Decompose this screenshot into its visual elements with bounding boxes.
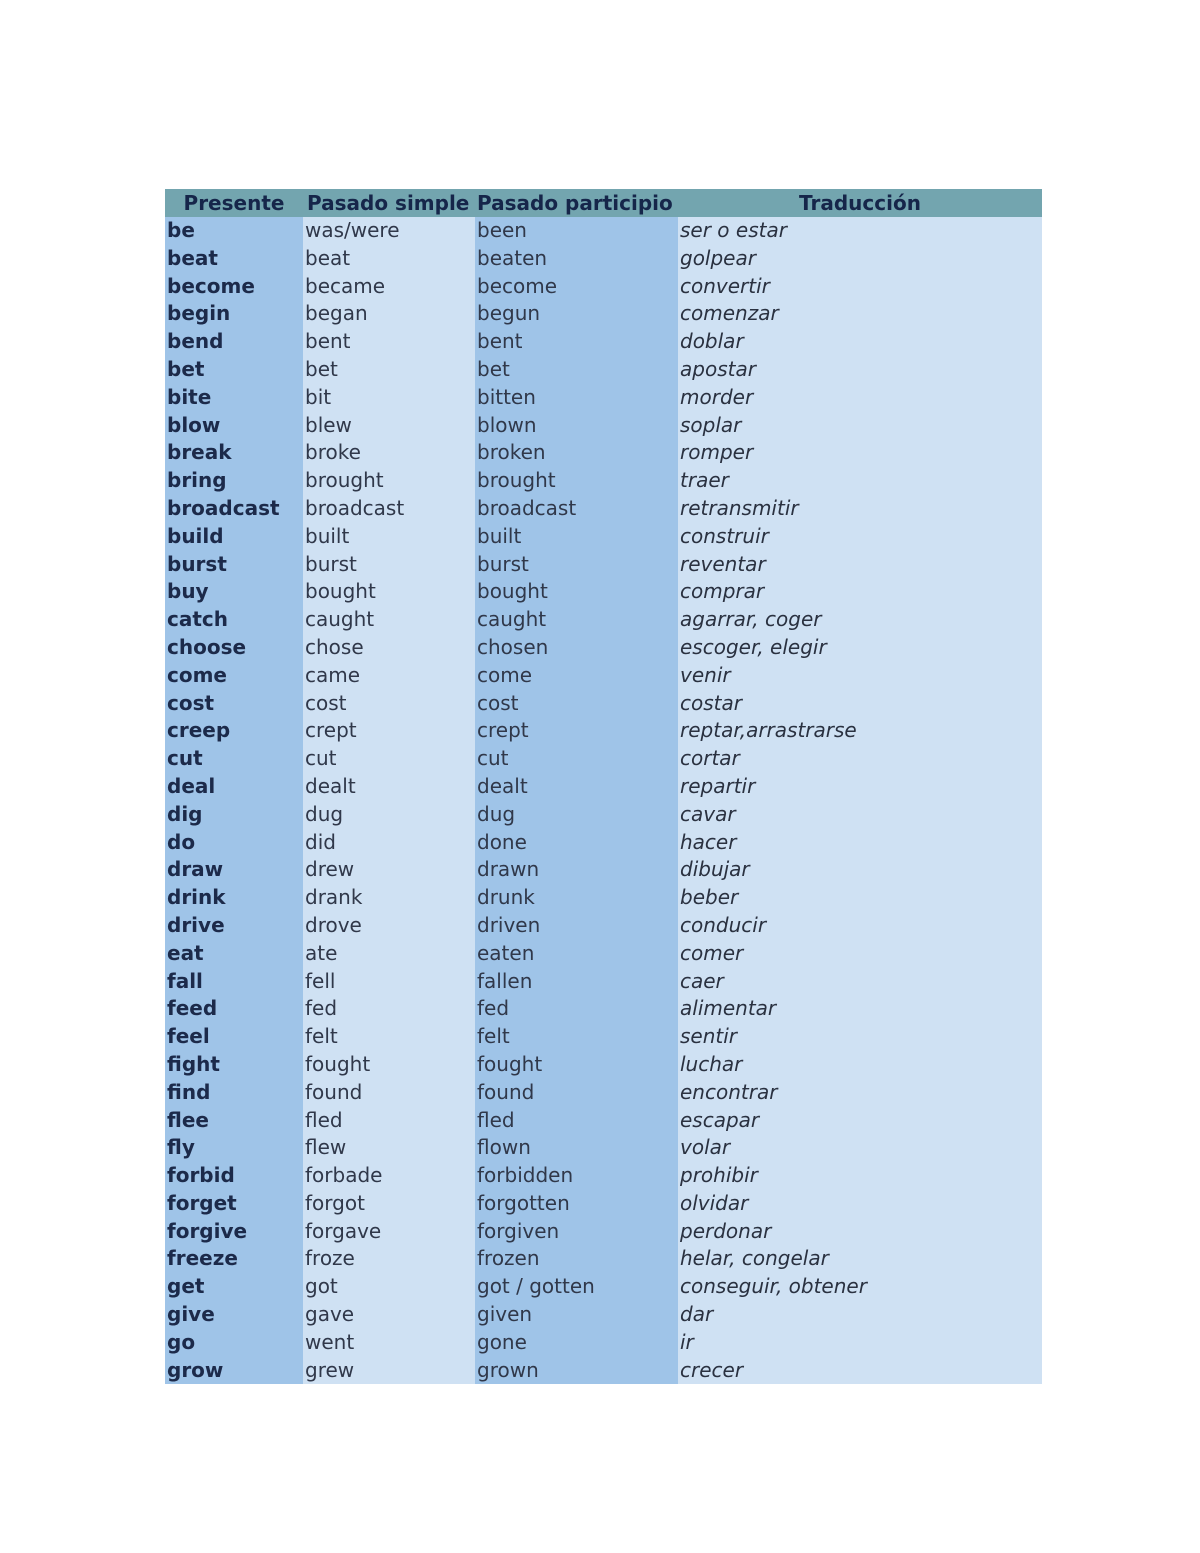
header-pasado-participio: Pasado participio <box>475 189 678 217</box>
cell-pasado-simple: found <box>303 1079 475 1107</box>
cell-traduccion: comprar <box>678 578 1042 606</box>
cell-pasado-participio: bought <box>475 578 678 606</box>
table-row <box>165 356 1042 384</box>
cell-pasado-simple: caught <box>303 606 475 634</box>
cell-pasado-participio: become <box>475 273 678 301</box>
table-body <box>165 217 1042 1384</box>
cell-presente: get <box>165 1273 303 1301</box>
cell-pasado-simple: froze <box>303 1245 475 1273</box>
table-row <box>165 273 1042 301</box>
cell-pasado-participio: grown <box>475 1357 678 1385</box>
cell-traduccion: comer <box>678 940 1042 968</box>
cell-presente: drive <box>165 912 303 940</box>
cell-pasado-participio: fed <box>475 995 678 1023</box>
cell-presente: fall <box>165 968 303 996</box>
cell-pasado-participio: drawn <box>475 856 678 884</box>
cell-traduccion: crecer <box>678 1357 1042 1385</box>
cell-pasado-participio: drunk <box>475 884 678 912</box>
table-row <box>165 968 1042 996</box>
table-row <box>165 829 1042 857</box>
cell-traduccion: golpear <box>678 245 1042 273</box>
cell-pasado-participio: cut <box>475 745 678 773</box>
cell-presente: grow <box>165 1357 303 1385</box>
cell-pasado-simple: ate <box>303 940 475 968</box>
cell-presente: be <box>165 217 303 245</box>
cell-pasado-participio: fallen <box>475 968 678 996</box>
cell-traduccion: convertir <box>678 273 1042 301</box>
cell-pasado-simple: cost <box>303 690 475 718</box>
cell-pasado-participio: chosen <box>475 634 678 662</box>
cell-traduccion: reventar <box>678 551 1042 579</box>
irregular-verbs-sheet <box>165 189 1042 1384</box>
cell-pasado-participio: frozen <box>475 1245 678 1273</box>
table-row <box>165 523 1042 551</box>
table-row <box>165 940 1042 968</box>
table-row <box>165 912 1042 940</box>
cell-pasado-simple: fled <box>303 1107 475 1135</box>
table-row <box>165 495 1042 523</box>
cell-presente: buy <box>165 578 303 606</box>
table-row <box>165 773 1042 801</box>
cell-pasado-simple: bet <box>303 356 475 384</box>
cell-pasado-participio: been <box>475 217 678 245</box>
cell-presente: begin <box>165 300 303 328</box>
table-row <box>165 245 1042 273</box>
table-row <box>165 1357 1042 1385</box>
cell-pasado-simple: fought <box>303 1051 475 1079</box>
cell-pasado-participio: blown <box>475 412 678 440</box>
table-row <box>165 662 1042 690</box>
cell-pasado-participio: broken <box>475 439 678 467</box>
cell-presente: feel <box>165 1023 303 1051</box>
cell-pasado-simple: dealt <box>303 773 475 801</box>
cell-presente: bend <box>165 328 303 356</box>
table-row <box>165 1273 1042 1301</box>
cell-presente: bring <box>165 467 303 495</box>
cell-pasado-participio: dug <box>475 801 678 829</box>
cell-pasado-simple: fell <box>303 968 475 996</box>
cell-pasado-simple: felt <box>303 1023 475 1051</box>
cell-pasado-participio: begun <box>475 300 678 328</box>
table-row <box>165 717 1042 745</box>
cell-pasado-participio: beaten <box>475 245 678 273</box>
cell-presente: burst <box>165 551 303 579</box>
cell-pasado-participio: gone <box>475 1329 678 1357</box>
cell-pasado-simple: brought <box>303 467 475 495</box>
cell-pasado-simple: broke <box>303 439 475 467</box>
table-row <box>165 384 1042 412</box>
cell-traduccion: beber <box>678 884 1042 912</box>
cell-presente: fight <box>165 1051 303 1079</box>
cell-presente: broadcast <box>165 495 303 523</box>
cell-presente: drink <box>165 884 303 912</box>
cell-pasado-participio: found <box>475 1079 678 1107</box>
table-row <box>165 856 1042 884</box>
cell-pasado-participio: brought <box>475 467 678 495</box>
cell-presente: eat <box>165 940 303 968</box>
cell-traduccion: soplar <box>678 412 1042 440</box>
cell-traduccion: ir <box>678 1329 1042 1357</box>
cell-traduccion: traer <box>678 467 1042 495</box>
cell-traduccion: hacer <box>678 829 1042 857</box>
cell-pasado-simple: went <box>303 1329 475 1357</box>
cell-pasado-simple: did <box>303 829 475 857</box>
cell-traduccion: caer <box>678 968 1042 996</box>
cell-pasado-participio: forgiven <box>475 1218 678 1246</box>
table-row <box>165 1162 1042 1190</box>
cell-pasado-participio: bet <box>475 356 678 384</box>
cell-presente: draw <box>165 856 303 884</box>
cell-pasado-participio: done <box>475 829 678 857</box>
cell-pasado-participio: come <box>475 662 678 690</box>
table-row <box>165 1051 1042 1079</box>
cell-traduccion: volar <box>678 1134 1042 1162</box>
table-row <box>165 745 1042 773</box>
cell-pasado-participio: flown <box>475 1134 678 1162</box>
cell-pasado-simple: began <box>303 300 475 328</box>
cell-presente: build <box>165 523 303 551</box>
header-pasado-simple: Pasado simple <box>303 189 475 217</box>
cell-presente: forbid <box>165 1162 303 1190</box>
table-row <box>165 634 1042 662</box>
cell-pasado-simple: forbade <box>303 1162 475 1190</box>
cell-pasado-participio: felt <box>475 1023 678 1051</box>
table-row <box>165 606 1042 634</box>
table-row <box>165 995 1042 1023</box>
cell-presente: feed <box>165 995 303 1023</box>
cell-pasado-simple: became <box>303 273 475 301</box>
cell-pasado-participio: got / gotten <box>475 1273 678 1301</box>
table-row <box>165 1245 1042 1273</box>
cell-traduccion: dar <box>678 1301 1042 1329</box>
cell-traduccion: venir <box>678 662 1042 690</box>
cell-pasado-simple: got <box>303 1273 475 1301</box>
cell-traduccion: conseguir, obtener <box>678 1273 1042 1301</box>
table-row <box>165 217 1042 245</box>
cell-pasado-simple: forgot <box>303 1190 475 1218</box>
table-row <box>165 801 1042 829</box>
cell-traduccion: romper <box>678 439 1042 467</box>
cell-pasado-simple: flew <box>303 1134 475 1162</box>
cell-traduccion: alimentar <box>678 995 1042 1023</box>
irregular-verbs-table <box>165 189 1042 1384</box>
cell-traduccion: agarrar, coger <box>678 606 1042 634</box>
cell-pasado-participio: driven <box>475 912 678 940</box>
table-row <box>165 884 1042 912</box>
cell-traduccion: retransmitir <box>678 495 1042 523</box>
cell-presente: give <box>165 1301 303 1329</box>
table-row <box>165 1301 1042 1329</box>
cell-traduccion: comenzar <box>678 300 1042 328</box>
cell-pasado-participio: burst <box>475 551 678 579</box>
table-row <box>165 1218 1042 1246</box>
cell-presente: come <box>165 662 303 690</box>
cell-pasado-simple: crept <box>303 717 475 745</box>
cell-traduccion: olvidar <box>678 1190 1042 1218</box>
cell-traduccion: sentir <box>678 1023 1042 1051</box>
cell-pasado-simple: drove <box>303 912 475 940</box>
cell-traduccion: conducir <box>678 912 1042 940</box>
cell-pasado-participio: bent <box>475 328 678 356</box>
cell-presente: bet <box>165 356 303 384</box>
cell-pasado-simple: chose <box>303 634 475 662</box>
cell-pasado-participio: eaten <box>475 940 678 968</box>
table-row <box>165 1329 1042 1357</box>
cell-traduccion: ser o estar <box>678 217 1042 245</box>
cell-pasado-simple: bent <box>303 328 475 356</box>
cell-traduccion: perdonar <box>678 1218 1042 1246</box>
cell-traduccion: construir <box>678 523 1042 551</box>
cell-pasado-simple: broadcast <box>303 495 475 523</box>
cell-pasado-simple: bit <box>303 384 475 412</box>
cell-pasado-participio: given <box>475 1301 678 1329</box>
cell-presente: forget <box>165 1190 303 1218</box>
cell-presente: deal <box>165 773 303 801</box>
table-row <box>165 690 1042 718</box>
cell-pasado-participio: broadcast <box>475 495 678 523</box>
cell-pasado-simple: drank <box>303 884 475 912</box>
cell-presente: beat <box>165 245 303 273</box>
table-row <box>165 328 1042 356</box>
cell-presente: choose <box>165 634 303 662</box>
cell-presente: fly <box>165 1134 303 1162</box>
header-presente: Presente <box>165 189 303 217</box>
cell-presente: break <box>165 439 303 467</box>
cell-traduccion: escapar <box>678 1107 1042 1135</box>
cell-presente: catch <box>165 606 303 634</box>
table-row <box>165 1190 1042 1218</box>
cell-pasado-participio: forbidden <box>475 1162 678 1190</box>
cell-traduccion: escoger, elegir <box>678 634 1042 662</box>
cell-traduccion: helar, congelar <box>678 1245 1042 1273</box>
table-row <box>165 1107 1042 1135</box>
cell-presente: do <box>165 829 303 857</box>
cell-presente: creep <box>165 717 303 745</box>
cell-traduccion: morder <box>678 384 1042 412</box>
cell-pasado-simple: bought <box>303 578 475 606</box>
cell-pasado-simple: burst <box>303 551 475 579</box>
cell-pasado-simple: was/were <box>303 217 475 245</box>
cell-pasado-simple: beat <box>303 245 475 273</box>
cell-traduccion: repartir <box>678 773 1042 801</box>
cell-pasado-simple: gave <box>303 1301 475 1329</box>
cell-presente: blow <box>165 412 303 440</box>
cell-presente: freeze <box>165 1245 303 1273</box>
cell-pasado-participio: crept <box>475 717 678 745</box>
cell-pasado-participio: bitten <box>475 384 678 412</box>
cell-presente: become <box>165 273 303 301</box>
cell-traduccion: encontrar <box>678 1079 1042 1107</box>
cell-presente: forgive <box>165 1218 303 1246</box>
cell-traduccion: apostar <box>678 356 1042 384</box>
table-row <box>165 1079 1042 1107</box>
cell-pasado-simple: forgave <box>303 1218 475 1246</box>
cell-traduccion: dibujar <box>678 856 1042 884</box>
cell-pasado-simple: came <box>303 662 475 690</box>
cell-pasado-simple: grew <box>303 1357 475 1385</box>
cell-pasado-participio: dealt <box>475 773 678 801</box>
cell-pasado-participio: cost <box>475 690 678 718</box>
cell-presente: find <box>165 1079 303 1107</box>
header-traduccion: Traducción <box>678 189 1042 217</box>
table-row <box>165 439 1042 467</box>
cell-traduccion: cortar <box>678 745 1042 773</box>
cell-pasado-simple: dug <box>303 801 475 829</box>
cell-pasado-simple: cut <box>303 745 475 773</box>
cell-pasado-simple: drew <box>303 856 475 884</box>
table-row <box>165 300 1042 328</box>
table-row <box>165 1023 1042 1051</box>
cell-pasado-simple: blew <box>303 412 475 440</box>
table-row <box>165 1134 1042 1162</box>
cell-traduccion: reptar,arrastrarse <box>678 717 1042 745</box>
table-row <box>165 551 1042 579</box>
cell-traduccion: prohibir <box>678 1162 1042 1190</box>
cell-pasado-participio: built <box>475 523 678 551</box>
cell-pasado-participio: fought <box>475 1051 678 1079</box>
cell-presente: flee <box>165 1107 303 1135</box>
cell-traduccion: doblar <box>678 328 1042 356</box>
cell-presente: cut <box>165 745 303 773</box>
table-row <box>165 412 1042 440</box>
cell-traduccion: luchar <box>678 1051 1042 1079</box>
cell-pasado-participio: fled <box>475 1107 678 1135</box>
cell-traduccion: cavar <box>678 801 1042 829</box>
table-row <box>165 467 1042 495</box>
cell-presente: dig <box>165 801 303 829</box>
cell-presente: go <box>165 1329 303 1357</box>
table-row <box>165 578 1042 606</box>
cell-pasado-participio: caught <box>475 606 678 634</box>
cell-traduccion: costar <box>678 690 1042 718</box>
cell-presente: cost <box>165 690 303 718</box>
cell-pasado-participio: forgotten <box>475 1190 678 1218</box>
header-row <box>165 189 1042 217</box>
cell-pasado-simple: built <box>303 523 475 551</box>
cell-presente: bite <box>165 384 303 412</box>
cell-pasado-simple: fed <box>303 995 475 1023</box>
